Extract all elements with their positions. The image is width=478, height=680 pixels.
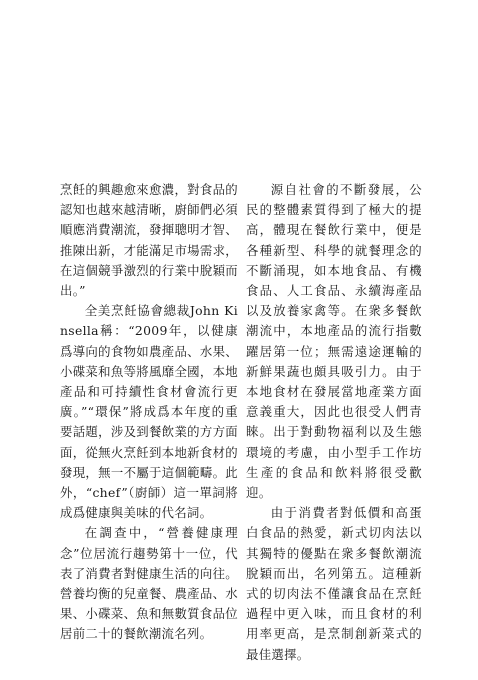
left-text-column [60, 180, 238, 645]
right-text-column [246, 180, 422, 665]
right-paragraph-2: 由于消費者對低價和高蛋白食品的熱愛，新式切肉法以其獨特的優點在衆多餐飲潮流脫穎而出，名列第五。這種新式的切肉法不僅讓食品在烹飪過程中更入味，而且食材的利用率更高，是烹制創新菜式的最佳選擇。 [246, 505, 422, 662]
right-paragraph-1: 源自社會的不斷發展，公民的整體素質得到了極大的提高，體現在餐飲行業中，便是各種新型、科學的就餐理念的不斷涌現，如本地食品、有機食品、人工食品、永續海產品以及放養家禽等。在衆多餐飲潮流中，本地產品的流行指數躍居第一位；無需遠途運輸的新鮮果蔬也頗具吸引力。由于本地食材在發展當地產業方面意義重大，因此也很受人們青睞。出于對動物福利以及生態環境的考慮，由小型手工作坊生產的食品和飲料將很受歡迎。 [246, 182, 422, 501]
left-paragraph-3: 在調查中，“營養健康理念”位居流行趨勢第十一位，代表了消費者對健康生活的向往。營養均衡的兒童餐、農產品、水果、小碟菜、魚和無數質食品位居前二十的餐飲潮流名列。 [60, 525, 238, 642]
left-paragraph-2: 全美烹飪協會總裁John Kinsella稱：“2009年，以健康爲導向的食物如農產品、水果、小碟菜和魚等將風靡全國，本地產品和可持續性食材會流行更廣。”“環保”將成爲本年度的重要話題，涉及到餐飲業的方方面面，從無火烹飪到本地新食材的發現，無一不屬于這個範疇。此外，“chef”（廚師）這一單詞將成爲健康與美味的代名詞。 [60, 303, 238, 521]
left-paragraph-1: 烹飪的興趣愈來愈濃，對食品的認知也越來越清晰，廚師們必須順應消費潮流，發揮聰明才智、推陳出新，才能滿足市場需求，在這個競爭激烈的行業中脫穎而出。” [60, 182, 238, 299]
